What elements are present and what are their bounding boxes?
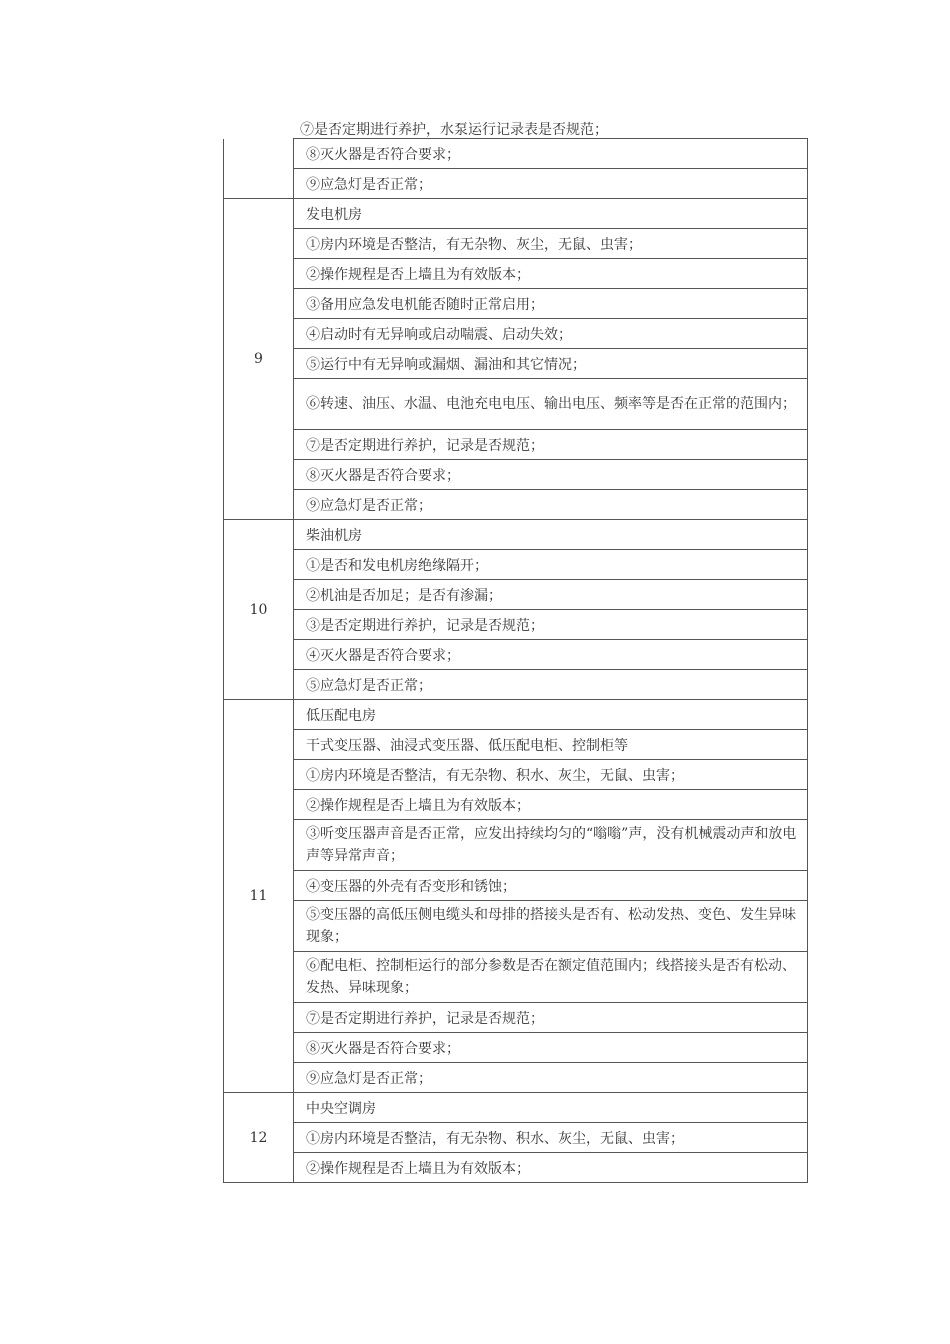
table-row <box>224 229 808 259</box>
item-cell: ④启动时有无异响或启动喘震、启动失效； <box>294 319 808 349</box>
item-cell: ⑧灭火器是否符合要求； <box>294 460 808 490</box>
table-row <box>224 871 808 901</box>
table-row <box>224 952 808 1003</box>
item-cell: ④变压器的外壳有否变形和锈蚀； <box>294 871 808 901</box>
table-row <box>224 460 808 490</box>
table-row <box>224 640 808 670</box>
table-row <box>224 1153 808 1183</box>
section-number-cell: 12 <box>224 1093 294 1183</box>
item-cell: ②机油是否加足；是否有渗漏； <box>294 580 808 610</box>
item-cell: ①房内环境是否整洁，有无杂物、积水、灰尘，无鼠、虫害； <box>294 1123 808 1153</box>
inspection-table <box>223 138 808 1183</box>
table-row <box>224 349 808 379</box>
item-cell: ⑨应急灯是否正常； <box>294 1063 808 1093</box>
table-row <box>224 580 808 610</box>
item-cell: ②操作规程是否上墙且为有效版本； <box>294 259 808 289</box>
table-row <box>224 1063 808 1093</box>
table-row <box>224 430 808 460</box>
table-row <box>224 379 808 430</box>
section-title-cell: 发电机房 <box>294 199 808 229</box>
table-row <box>224 259 808 289</box>
section-title-cell: 低压配电房 <box>294 700 808 730</box>
table-row <box>224 289 808 319</box>
item-cell: ③是否定期进行养护，记录是否规范； <box>294 610 808 640</box>
item-cell: ②操作规程是否上墙且为有效版本； <box>294 1153 808 1183</box>
item-cell: ⑨应急灯是否正常； <box>294 169 808 199</box>
item-cell: ①房内环境是否整洁，有无杂物、积水、灰尘，无鼠、虫害； <box>294 760 808 790</box>
item-cell: ①是否和发电机房绝缘隔开； <box>294 550 808 580</box>
item-cell: ③备用应急发电机能否随时正常启用； <box>294 289 808 319</box>
table-row <box>224 1123 808 1153</box>
section-number-cell: 11 <box>224 700 294 1093</box>
table-row <box>224 199 808 229</box>
table-row <box>224 1003 808 1033</box>
item-cell: ⑧灭火器是否符合要求； <box>294 1033 808 1063</box>
table-row <box>224 730 808 760</box>
item-cell: ④灭火器是否符合要求； <box>294 640 808 670</box>
item-cell: ⑤运行中有无异响或漏烟、漏油和其它情况； <box>294 349 808 379</box>
section-title-cell: 中央空调房 <box>294 1093 808 1123</box>
section-number-cell: 10 <box>224 520 294 700</box>
table-row <box>224 490 808 520</box>
table-row <box>224 1033 808 1063</box>
table-row <box>224 610 808 640</box>
table-row <box>224 550 808 580</box>
table-row <box>224 820 808 871</box>
item-cell: ⑦是否定期进行养护，记录是否规范； <box>294 430 808 460</box>
item-cell: ③听变压器声音是否正常，应发出持续均匀的“嗡嗡”声，没有机械震动声和放电声等异常声音； <box>294 820 808 871</box>
item-cell: ⑤应急灯是否正常； <box>294 670 808 700</box>
section-number-cell <box>224 139 294 199</box>
item-cell: ⑥转速、油压、水温、电池充电电压、输出电压、频率等是否在正常的范围内； <box>294 379 808 430</box>
item-cell: ⑤变压器的高低压侧电缆头和母排的搭接头是否有、松动发热、变色、发生异味现象； <box>294 901 808 952</box>
table-row <box>224 520 808 550</box>
table-row <box>224 700 808 730</box>
carryover-line: ⑦是否定期进行养护，水泵运行记录表是否规范； <box>300 122 608 138</box>
item-cell: ⑧灭火器是否符合要求； <box>294 139 808 169</box>
section-number-cell: 9 <box>224 199 294 520</box>
table-row <box>224 319 808 349</box>
table-row <box>224 901 808 952</box>
item-cell: ②操作规程是否上墙且为有效版本； <box>294 790 808 820</box>
table-row <box>224 670 808 700</box>
section-title-cell: 柴油机房 <box>294 520 808 550</box>
item-cell: ⑨应急灯是否正常； <box>294 490 808 520</box>
table-row <box>224 760 808 790</box>
table-row <box>224 1093 808 1123</box>
item-cell: 干式变压器、油浸式变压器、低压配电柜、控制柜等 <box>294 730 808 760</box>
table-row <box>224 169 808 199</box>
item-cell: ⑦是否定期进行养护，记录是否规范； <box>294 1003 808 1033</box>
table-row <box>224 790 808 820</box>
item-cell: ①房内环境是否整洁，有无杂物、灰尘，无鼠、虫害； <box>294 229 808 259</box>
item-cell: ⑥配电柜、控制柜运行的部分参数是否在额定值范围内；线搭接头是否有松动、发热、异味现象； <box>294 952 808 1003</box>
table-row <box>224 139 808 169</box>
